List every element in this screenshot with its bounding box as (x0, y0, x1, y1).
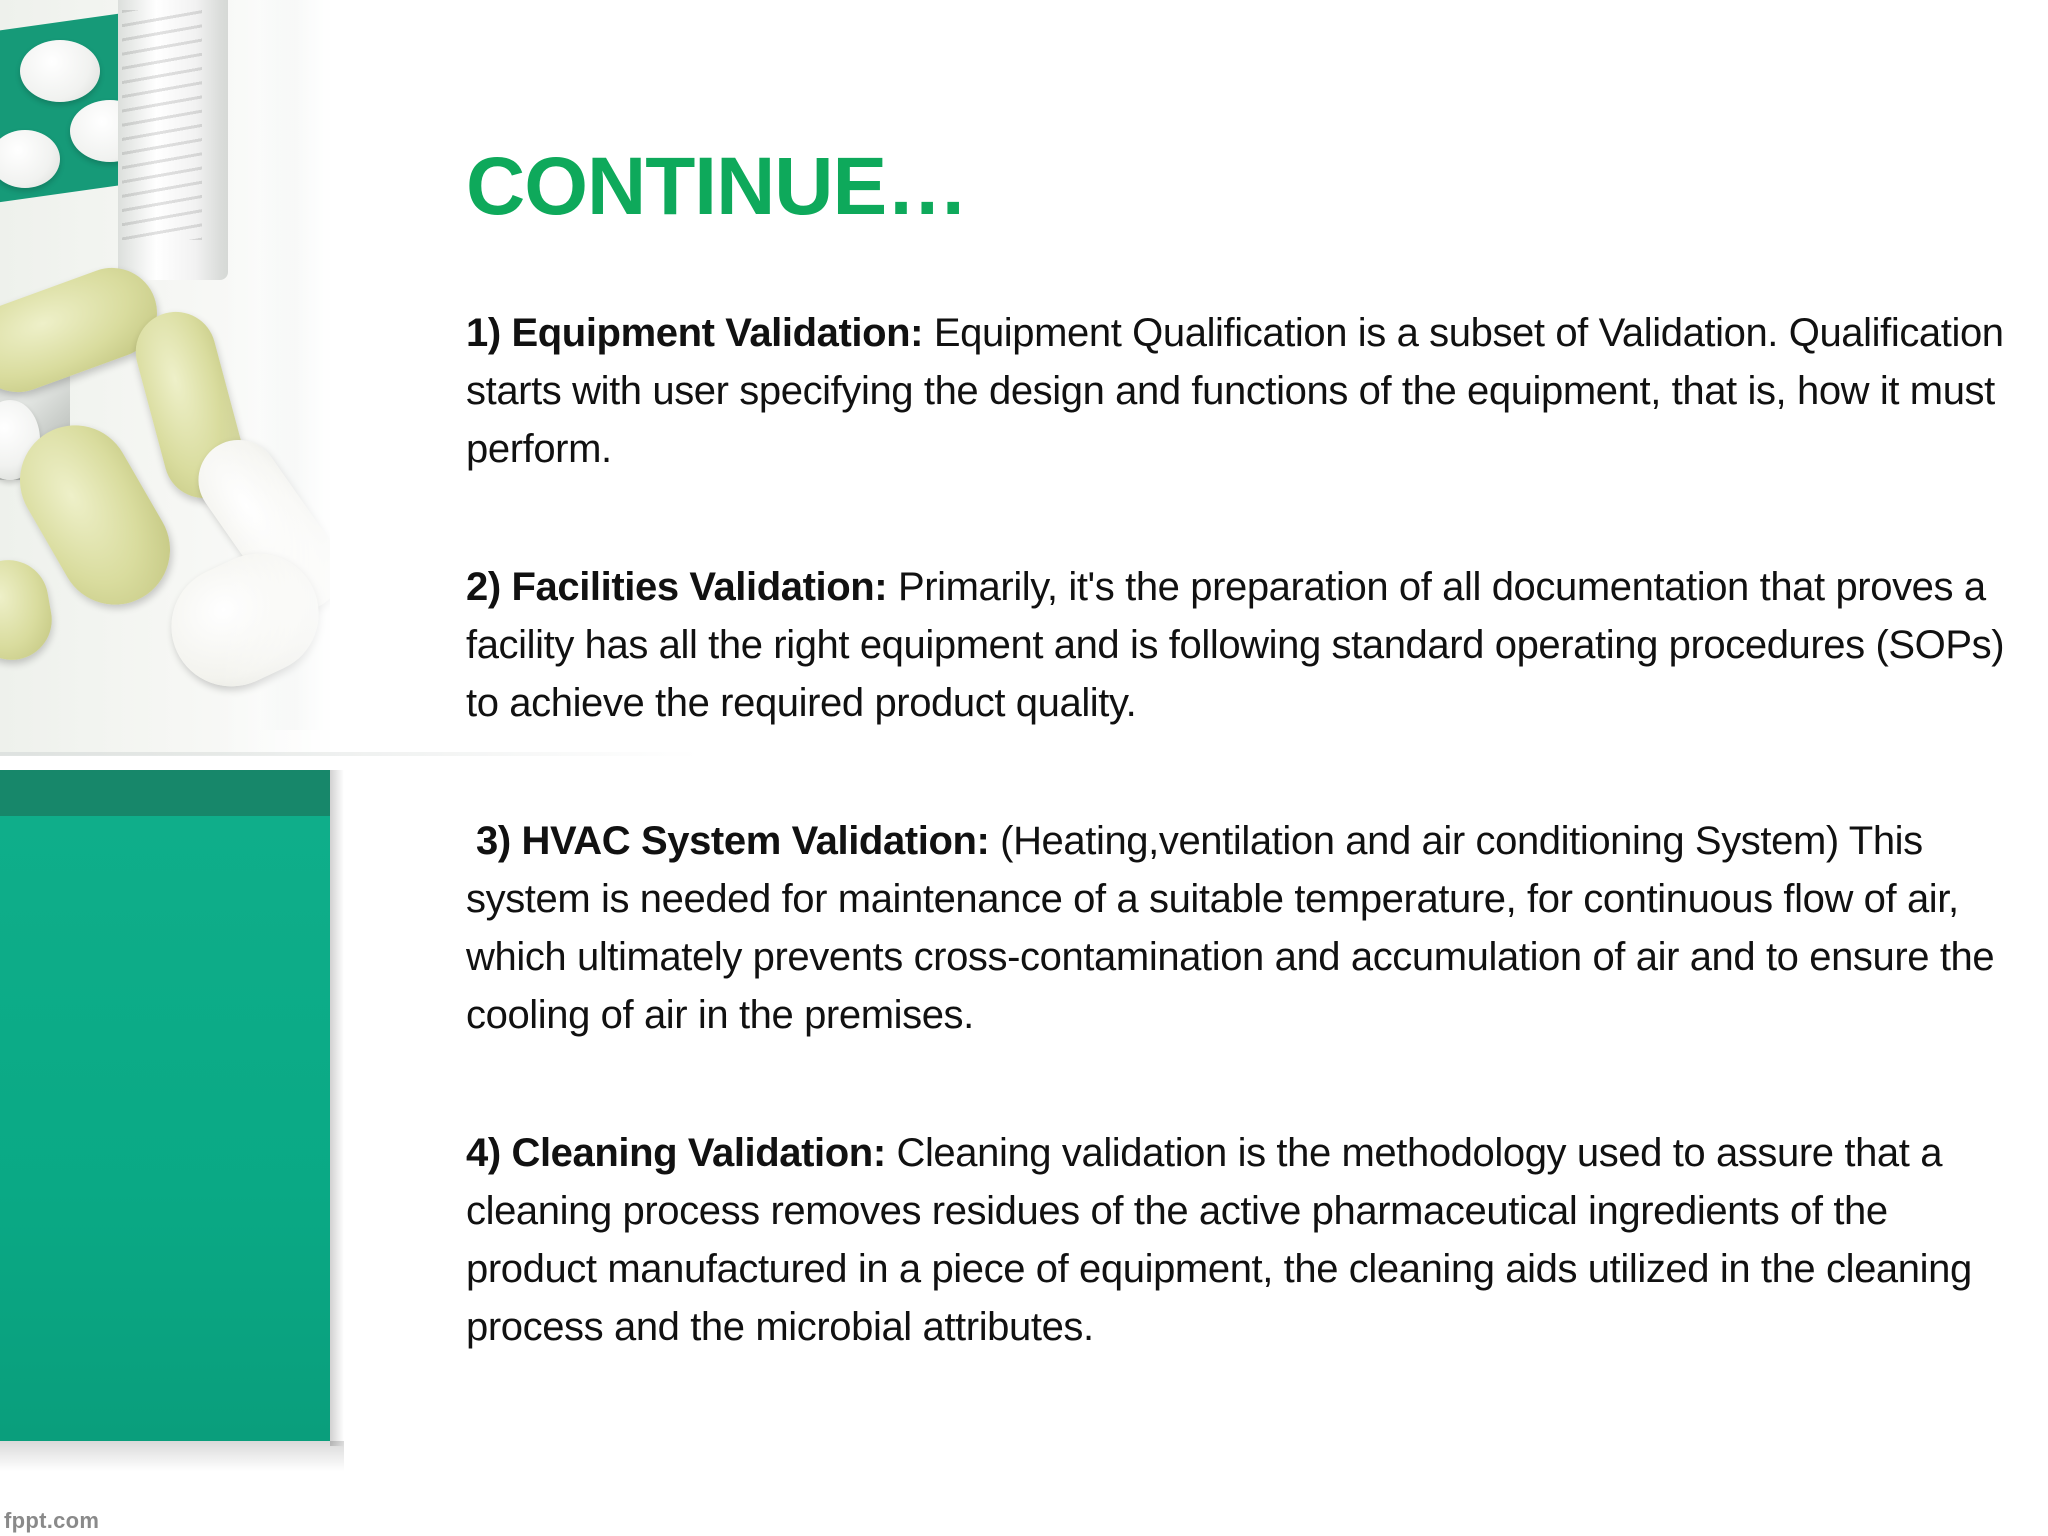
list-item-equipment-validation (466, 304, 2026, 478)
item-heading: 2) Facilities Validation: (466, 565, 888, 609)
capsule-image (0, 554, 58, 666)
item-heading: 4) Cleaning Validation: (466, 1131, 886, 1175)
green-block-bottom-shadow (0, 1441, 344, 1471)
bottle-label-image (122, 10, 202, 240)
photo-fade-overlay (220, 0, 330, 755)
pills-photo (0, 0, 330, 755)
slide-title: CONTINUE… (466, 141, 968, 232)
green-block (0, 816, 330, 1441)
list-item-hvac-validation (466, 812, 2026, 1044)
item-heading: 3) HVAC System Validation: (476, 819, 990, 863)
content-body (466, 304, 2026, 1436)
green-block-shadow (330, 770, 344, 1446)
list-item-cleaning-validation (466, 1124, 2026, 1356)
fppt-logo: fppt.com (4, 1508, 100, 1533)
list-item-facilities-validation (466, 558, 2026, 732)
item-body: Equipment Qualification is a subset of Validation. Qualification starts with user specifying the design and functions of the equipment, that is, how it must perform. (466, 311, 2004, 471)
tablet-image (20, 40, 100, 102)
green-band (0, 770, 330, 816)
item-body: Cleaning validation is the methodology used to assure that a cleaning process removes residues of the active pharmaceutical ingredients of the product manufactured in a piece of equipment, the cleaning aids utilized in the cleaning process and the microbial attributes. (466, 1131, 1972, 1349)
item-heading: 1) Equipment Validation: (466, 311, 924, 355)
item-body: Primarily, it's the preparation of all documentation that proves a facility has all the right equipment and is following standard operating procedures (SOPs) to achieve the required product quality. (466, 565, 2005, 725)
item-body: (Heating,ventilation and air conditioning System) This system is needed for maintenance of a suitable temperature, for continuous flow of air, which ultimately prevents cross-contamination and accumulation of air and to ensure the cooling of air in the premises. (466, 819, 1995, 1037)
